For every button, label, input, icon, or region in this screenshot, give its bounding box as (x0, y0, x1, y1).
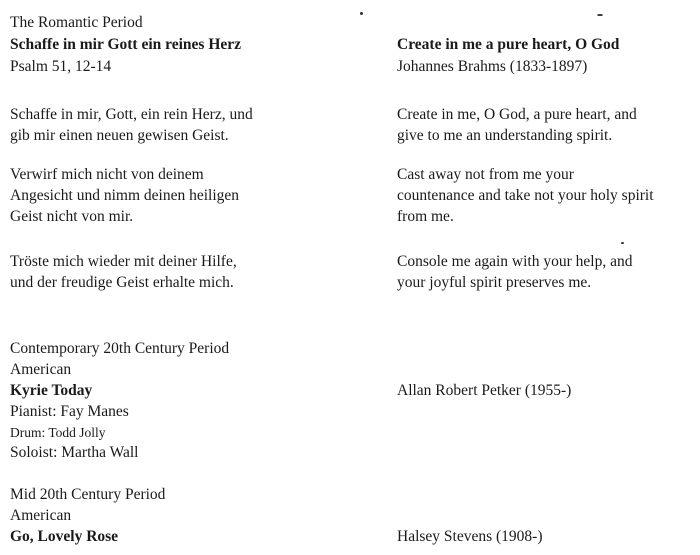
german-verse-1-line-1: Schaffe in mir, Gott, ein rein Herz, und (10, 106, 253, 123)
romantic-period-heading: The Romantic Period (10, 14, 143, 31)
german-verse-2-line-1: Verwirf mich nicht von deinem (10, 166, 204, 183)
english-verse-3-line-2: your joyful spirit preserves me. (397, 274, 592, 291)
go-lovely-rose-title: Go, Lovely Rose (10, 528, 119, 545)
german-verse-3-line-2: und der freudige Geist erhalte mich. (10, 274, 234, 291)
contemporary-period-heading: Contemporary 20th Century Period (10, 340, 230, 357)
german-verse-1-line-2: gib mir einen neuen gewisen Geist. (10, 127, 229, 144)
english-verse-1-line-1: Create in me, O God, a pure heart, and (397, 106, 637, 123)
german-verse-2-line-2: Angesicht und nimm deinen heiligen (10, 187, 240, 204)
english-verse-1-line-2: give to me an understanding spirit. (397, 127, 613, 144)
stevens-composer: Halsey Stevens (1908-) (397, 528, 543, 545)
german-verse-2-line-3: Geist nicht von mir. (10, 208, 134, 225)
mid-period-heading: Mid 20th Century Period (10, 486, 166, 503)
german-title: Schaffe in mir Gott ein reines Herz (10, 36, 242, 53)
contemporary-nationality: American (10, 361, 72, 378)
brahms-composer: Johannes Brahms (1833-1897) (397, 58, 588, 75)
german-verse-3-line-1: Tröste mich wieder mit deiner Hilfe, (10, 253, 237, 270)
scan-speck (360, 12, 363, 15)
english-verse-3-line-1: Console me again with your help, and (397, 253, 633, 270)
english-title: Create in me a pure heart, O God (397, 36, 620, 53)
petker-composer: Allan Robert Petker (1955-) (397, 382, 572, 399)
kyrie-title: Kyrie Today (10, 382, 93, 399)
scan-speck (597, 14, 603, 16)
soloist-credit: Soloist: Martha Wall (10, 444, 139, 461)
english-verse-2-line-2: countenance and take not your holy spirit (397, 187, 654, 204)
english-verse-2-line-1: Cast away not from me your (397, 166, 574, 183)
mid-nationality: American (10, 507, 72, 524)
psalm-reference: Psalm 51, 12-14 (10, 58, 112, 75)
drum-credit: Drum: Todd Jolly (10, 425, 106, 440)
scan-speck (621, 242, 624, 244)
english-verse-2-line-3: from me. (397, 208, 454, 225)
pianist-credit: Pianist: Fay Manes (10, 403, 129, 420)
